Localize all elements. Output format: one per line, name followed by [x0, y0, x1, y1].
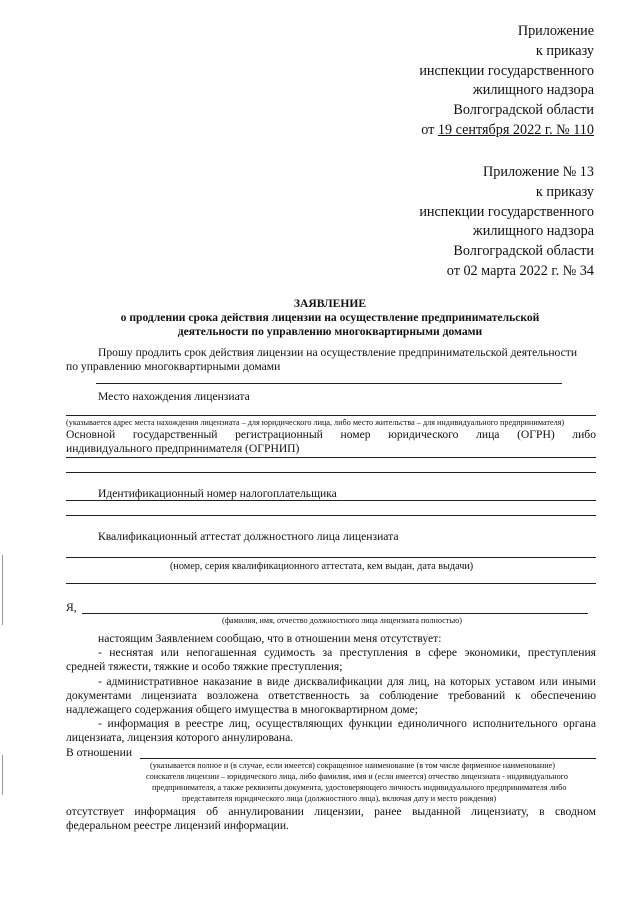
inn-fill-line: [66, 515, 596, 516]
inn-fill-line: [66, 500, 596, 501]
regard-label: В отношении: [66, 746, 133, 759]
header-line: жилищного надзора: [472, 82, 594, 99]
regard-hint: соискателя лицензии – юридического лица, либо фамилия, имя и (если имеется) отчество лицензиата - индивидуального: [146, 772, 568, 781]
header-line: Приложение № 13: [483, 164, 594, 180]
location-fill-line: [66, 415, 596, 416]
header-line: Волгоградской области: [453, 243, 594, 260]
declaration-intro: настоящим Заявлением сообщаю, что в отношении меня отсутствует:: [98, 632, 442, 645]
regard-hint: предпринимателя, а также реквизиты документа, удостоверяющего личность индивидуального предпринимателя либо: [152, 783, 567, 792]
declaration-item-3: - информация в реестре лиц, осуществляющих функции единоличного исполнительного органа: [98, 717, 596, 730]
location-label: Место нахождения лицензиата: [98, 390, 250, 403]
title-heading: ЗАЯВЛЕНИЕ: [293, 297, 367, 310]
final-statement: федеральном реестре лицензий информации.: [66, 819, 289, 832]
header-line: жилищного надзора: [472, 223, 594, 240]
i-label: Я,: [66, 601, 77, 614]
declaration-item-1: средней тяжести, тяжкие и особо тяжкие преступления;: [66, 660, 343, 673]
declaration-item-1: - неснятая или непогашенная судимость за преступления в сфере экономики, преступления: [98, 646, 596, 659]
fio-fill-line: [82, 613, 588, 614]
ogrn-fill-line: [66, 457, 596, 458]
ogrn-label: Основной государственный регистрационный номер юридического лица (ОГРН) либо: [66, 428, 596, 441]
regard-fill-line: [140, 758, 596, 759]
regard-hint: представителя юридического лица (должностного лица), включая дату и место рождения): [182, 794, 497, 803]
declaration-item-2: надлежащего содержания общего имущества в многоквартирном доме;: [66, 703, 419, 716]
appendix-header-current: [419, 22, 594, 141]
ogrn-fill-line: [66, 472, 596, 473]
header-line: инспекции государственного: [419, 62, 594, 79]
header-line: Приложение: [517, 23, 594, 39]
certificate-hint: (номер, серия квалификационного аттестата, кем выдан, дата выдачи): [170, 561, 474, 572]
header-line: к приказу: [535, 183, 594, 200]
appendix-header-previous: [419, 163, 594, 282]
header-date-value: 19 сентября 2022 г. № 110: [437, 121, 594, 138]
title-line: деятельности по управлению многоквартирными домами: [177, 325, 483, 338]
final-statement: отсутствует информация об аннулировании лицензии, ранее выданной лицензиату, в сводном: [66, 805, 596, 818]
header-line: к приказу: [535, 42, 594, 59]
declaration-item-3: лицензиата, лицензия которого аннулирована.: [66, 731, 294, 744]
certificate-fill-line: [66, 557, 596, 558]
header-date-line: [419, 121, 594, 141]
declaration-item-2: документами лицензиата возложена ответственность за соблюдение требований к обеспечению: [66, 689, 596, 702]
certificate-fill-line: [66, 583, 596, 584]
request-text: Прошу продлить срок действия лицензии на осуществление предпринимательской деятельности: [98, 346, 578, 359]
title-line: о продлении срока действия лицензии на осуществление предпринимательской: [120, 311, 540, 324]
certificate-label: Квалификационный аттестат должностного лица лицензиата: [98, 530, 399, 543]
document-title: [60, 297, 600, 339]
fio-hint: (фамилия, имя, отчество должностного лица лицензиата полностью): [222, 616, 462, 625]
request-text: по управлению многоквартирными домами: [66, 360, 281, 373]
inn-label: Идентификационный номер налогоплательщика: [98, 487, 337, 500]
request-fill-line: [96, 383, 562, 384]
header-line: инспекции государственного: [419, 203, 594, 220]
regard-hint: (указывается полное и (в случае, если имеется) сокращенное наименование (в том числе фирменное наименование): [150, 761, 555, 770]
scan-edge-artifact: [2, 555, 3, 625]
scan-edge-artifact: [2, 755, 3, 795]
declaration-item-2: - административное наказание в виде дисквалификации для лиц, на которых уставом или иными: [98, 675, 596, 688]
ogrn-label: индивидуального предпринимателя (ОГРНИП): [66, 442, 300, 455]
header-date-prefix: от: [421, 121, 438, 138]
header-line: Волгоградской области: [453, 102, 594, 119]
header-line: от 02 марта 2022 г. № 34: [446, 262, 594, 279]
location-hint: (указывается адрес места нахождения лицензиата – для юридического лица, либо место жительства – для индивидуального предпринимателя): [66, 418, 565, 427]
